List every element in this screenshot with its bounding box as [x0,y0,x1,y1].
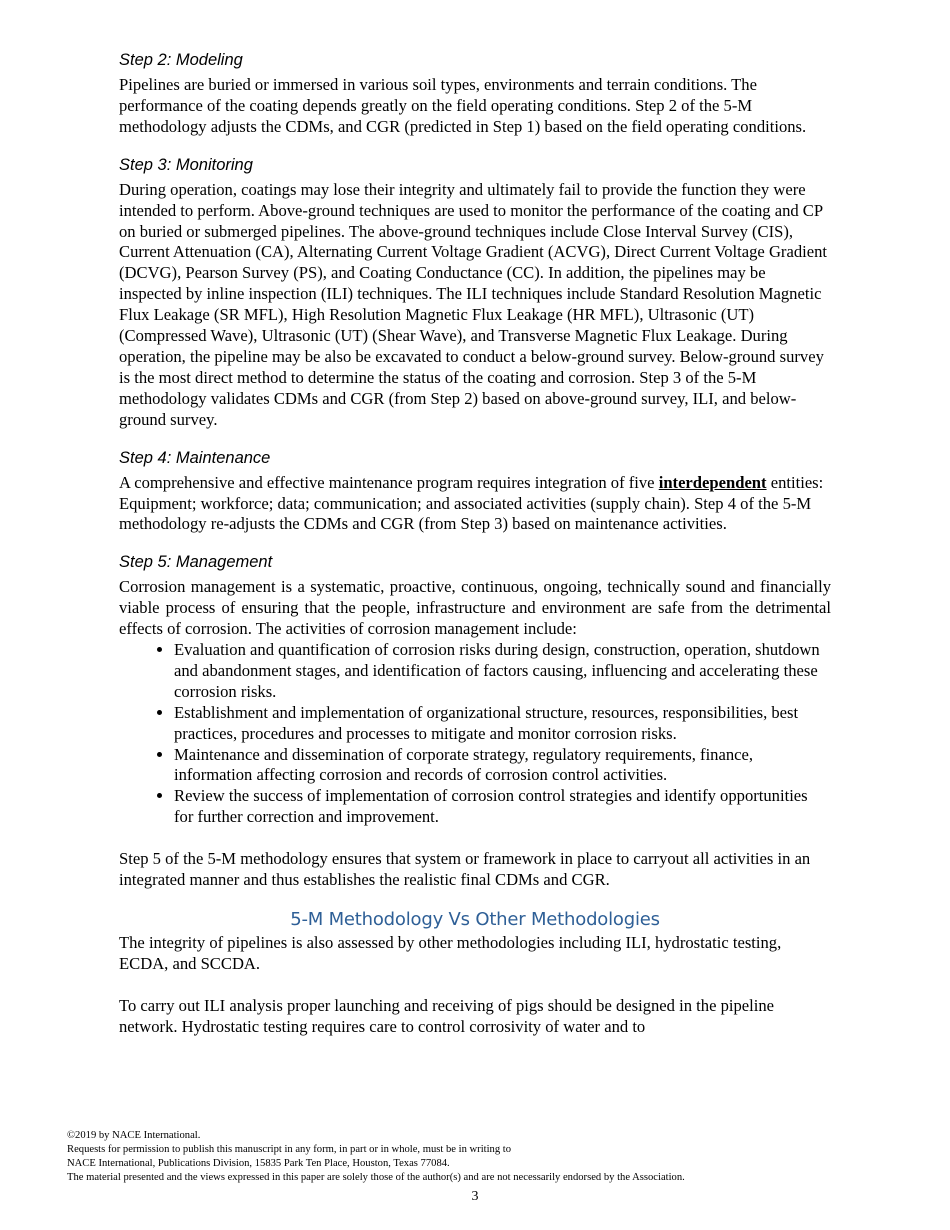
section-heading-comparison: 5-M Methodology Vs Other Methodologies [290,909,660,930]
list-item: • Evaluation and quantification of corrosion risks during design, construction, operation, shutdown and abandonment stages, and identification of factors causing, influencing and accelerating these corrosion risks. [174,640,831,703]
management-activities-list [119,640,831,828]
comparison-para-1: The integrity of pipelines is also assessed by other methodologies including ILI, hydrostatic testing, ECDA, and SCCDA. [119,933,782,973]
step-4-body [119,473,831,536]
page-number: 3 [471,1189,479,1204]
step-5-closing: Step 5 of the 5-M methodology ensures that system or framework in place to carryout all activities in an integrated manner and thus establishes the realistic final CDMs and CGR. [119,849,811,890]
step-4-emphasis: interdependent [658,472,767,492]
step-4-body-start: A comprehensive and effective maintenance program requires integration of five [119,472,659,492]
step-4-heading: Step 4: Maintenance [119,448,271,467]
list-item: • Establishment and implementation of organizational structure, resources, responsibilities, best practices, procedures and processes to mitigate and monitor corrosion risks. [174,703,831,745]
footer-disclaimer: The material presented and the views expressed in this paper are solely those of the author(s) and are not necessarily endorsed by the Association. [67,1172,685,1183]
step-2-heading: Step 2: Modeling [119,51,243,69]
footer-permission: Requests for permission to publish this manuscript in any form, in part or in whole, must be in writing to [67,1144,512,1155]
step-2-body: Pipelines are buried or immersed in various soil types, environments and terrain conditions. The performance of the coating depends greatly on the field operating conditions. Step 2 of the 5-M methodology adjusts the CDMs, and CGR (predicted in Step 1) based on the field operating conditions. [119,75,807,136]
list-item: • Review the success of implementation of corrosion control strategies and identify opportunities for further correction and improvement. [174,786,831,828]
list-item: • Maintenance and dissemination of corporate strategy, regulatory requirements, finance, information affecting corrosion and records of corrosion control activities. [174,745,831,787]
comparison-para-2: To carry out ILI analysis proper launching and receiving of pigs should be designed in the pipeline network. Hydrostatic testing requires care to control corrosivity of water and to [119,995,775,1036]
step-5-intro: Corrosion management is a systematic, proactive, continuous, ongoing, technically sound and financially viable process of ensuring that the people, infrastructure and environment are safe from the detrimental effects of corrosion. The activities of corrosion management include: [119,577,831,639]
copyright-footer [67,1129,907,1185]
footer-address: NACE International, Publications Division, 15835 Park Ten Place, Houston, Texas 77084. [67,1158,450,1169]
step-3-heading: Step 3: Monitoring [119,155,253,174]
footer-copyright: ©2019 by NACE International. [67,1130,201,1141]
step-3-body: During operation, coatings may lose their integrity and ultimately fail to provide the function they were intended to perform. Above-ground techniques are used to monitor the performance of the coating and CP on buried or submerged pipelines. The above-ground techniques include Close Interval Survey (CIS), Current Attenuation (CA), Alternating Current Voltage Gradient (ACVG), Direct Current Voltage Gradient (DCVG), Pearson Survey (PS), and Coating Conductance (CC). In addition, the pipelines may be inspected by inline inspection (ILI) techniques. The ILI techniques include Standard Resolution Magnetic Flux Leakage (SR MFL), High Resolution Magnetic Flux Leakage (HR MFL), Ultrasonic (UT) (Compressed Wave), Ultrasonic (UT) (Shear Wave), and Transverse Magnetic Flux Leakage. During operation, the pipeline may be also be excavated to conduct a below-ground survey. Below-ground survey is the most direct method to determine the status of the coating and corrosion. Step 3 of the 5-M methodology validates CDMs and CGR (from Step 2) based on above-ground survey, ILI, and below-ground survey. [119,179,827,429]
page-body [119,50,831,1038]
step-5-heading: Step 5: Management [119,553,273,572]
step-4-body-end: entities: Equipment; workforce; data; communication; and associated activities (supply chain). Step 4 of the 5-M methodology re-adjusts the CDMs and CGR (from Step 3) based on maintenance activities. [119,472,824,534]
